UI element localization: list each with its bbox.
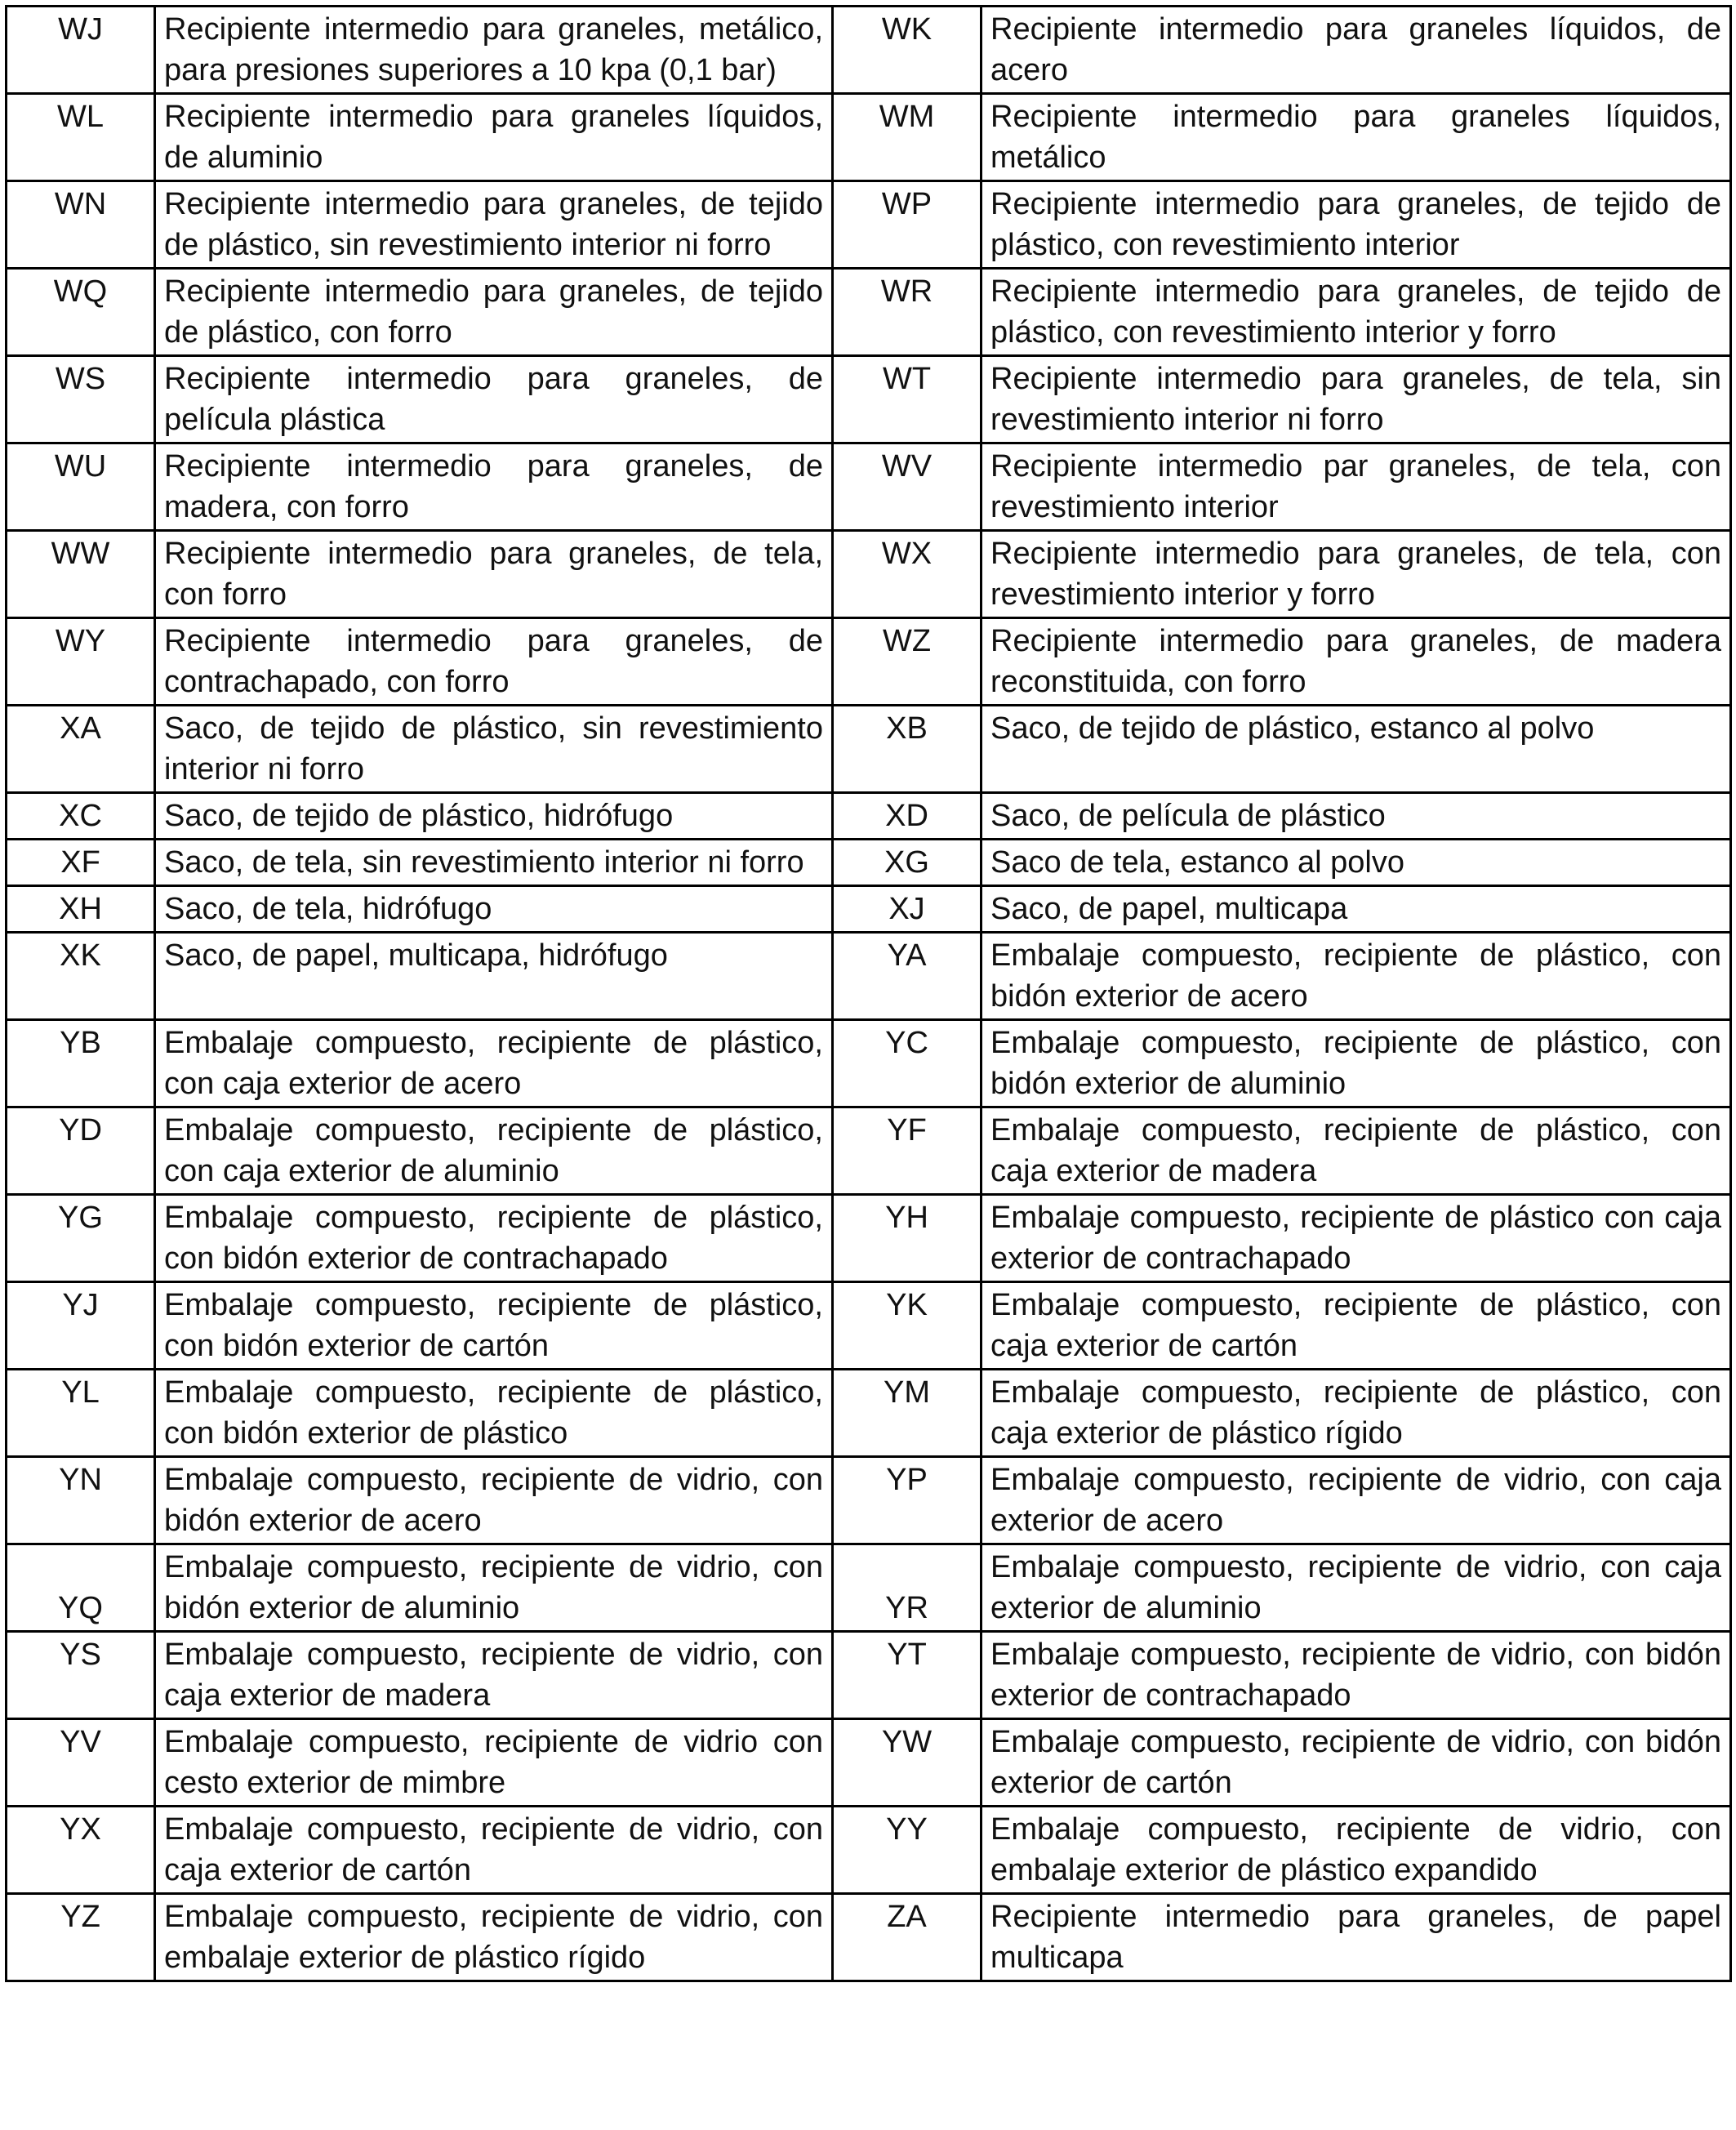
left-code-cell: YV: [7, 1719, 155, 1807]
packaging-codes-table: [5, 5, 1732, 1982]
right-description-cell: Embalaje compuesto, recipiente de vidrio, con embalaje exterior de plástico expandido: [982, 1807, 1731, 1894]
left-description-cell: Recipiente intermedio para graneles, de tela, con forro: [155, 531, 833, 618]
left-description-cell: Embalaje compuesto, recipiente de vidrio con cesto exterior de mimbre: [155, 1719, 833, 1807]
table-row: [7, 443, 1731, 531]
table-row: [7, 531, 1731, 618]
table-row: [7, 1195, 1731, 1282]
left-code-cell: WN: [7, 181, 155, 269]
packaging-codes-body: [7, 7, 1731, 1981]
table-row: [7, 1807, 1731, 1894]
right-code-cell: YP: [833, 1457, 982, 1544]
left-description-cell: Embalaje compuesto, recipiente de vidrio, con embalaje exterior de plástico rígido: [155, 1894, 833, 1981]
left-code-cell: YX: [7, 1807, 155, 1894]
right-description-cell: Embalaje compuesto, recipiente de vidrio, con bidón exterior de contrachapado: [982, 1632, 1731, 1719]
right-description-cell: Saco, de tejido de plástico, estanco al polvo: [982, 706, 1731, 793]
right-code-cell: YR: [833, 1544, 982, 1632]
right-code-cell: XD: [833, 793, 982, 840]
right-description-cell: Embalaje compuesto, recipiente de plástico, con bidón exterior de acero: [982, 933, 1731, 1020]
left-description-cell: Embalaje compuesto, recipiente de vidrio, con bidón exterior de aluminio: [155, 1544, 833, 1632]
left-code-cell: WY: [7, 618, 155, 706]
right-description-cell: Embalaje compuesto, recipiente de plástico, con caja exterior de cartón: [982, 1282, 1731, 1370]
table-row: [7, 1894, 1731, 1981]
left-code-cell: YD: [7, 1107, 155, 1195]
table-row: [7, 356, 1731, 443]
right-code-cell: WV: [833, 443, 982, 531]
table-row: [7, 1020, 1731, 1107]
left-code-cell: WS: [7, 356, 155, 443]
right-description-cell: Saco de tela, estanco al polvo: [982, 840, 1731, 886]
left-description-cell: Recipiente intermedio para graneles, de película plástica: [155, 356, 833, 443]
table-row: [7, 1107, 1731, 1195]
left-description-cell: Recipiente intermedio para graneles, de tejido de plástico, con forro: [155, 269, 833, 356]
right-code-cell: WP: [833, 181, 982, 269]
right-description-cell: Embalaje compuesto, recipiente de plástico, con caja exterior de madera: [982, 1107, 1731, 1195]
right-code-cell: YW: [833, 1719, 982, 1807]
left-code-cell: WW: [7, 531, 155, 618]
left-description-cell: Saco, de tela, hidrófugo: [155, 886, 833, 933]
left-description-cell: Recipiente intermedio para graneles líquidos, de aluminio: [155, 94, 833, 181]
left-description-cell: Embalaje compuesto, recipiente de vidrio, con caja exterior de cartón: [155, 1807, 833, 1894]
right-description-cell: Recipiente intermedio para graneles, de tela, con revestimiento interior y forro: [982, 531, 1731, 618]
left-description-cell: Embalaje compuesto, recipiente de plástico, con caja exterior de acero: [155, 1020, 833, 1107]
right-description-cell: Embalaje compuesto, recipiente de plástico, con bidón exterior de aluminio: [982, 1020, 1731, 1107]
left-description-cell: Saco, de tela, sin revestimiento interior ni forro: [155, 840, 833, 886]
right-description-cell: Embalaje compuesto, recipiente de plástico con caja exterior de contrachapado: [982, 1195, 1731, 1282]
left-description-cell: Embalaje compuesto, recipiente de plástico, con caja exterior de aluminio: [155, 1107, 833, 1195]
left-code-cell: WJ: [7, 7, 155, 94]
left-code-cell: YL: [7, 1370, 155, 1457]
left-description-cell: Recipiente intermedio para graneles, de contrachapado, con forro: [155, 618, 833, 706]
right-description-cell: Recipiente intermedio para graneles, de tejido de plástico, con revestimiento interior: [982, 181, 1731, 269]
table-row: [7, 933, 1731, 1020]
right-code-cell: YK: [833, 1282, 982, 1370]
left-description-cell: Recipiente intermedio para graneles, de madera, con forro: [155, 443, 833, 531]
left-code-cell: XA: [7, 706, 155, 793]
left-description-cell: Saco, de papel, multicapa, hidrófugo: [155, 933, 833, 1020]
table-row: [7, 1632, 1731, 1719]
right-description-cell: Recipiente intermedio par graneles, de tela, con revestimiento interior: [982, 443, 1731, 531]
left-code-cell: YJ: [7, 1282, 155, 1370]
right-description-cell: Recipiente intermedio para graneles líquidos, metálico: [982, 94, 1731, 181]
table-row: [7, 618, 1731, 706]
right-code-cell: YA: [833, 933, 982, 1020]
table-row: [7, 1544, 1731, 1632]
left-description-cell: Embalaje compuesto, recipiente de plástico, con bidón exterior de plástico: [155, 1370, 833, 1457]
left-description-cell: Embalaje compuesto, recipiente de plástico, con bidón exterior de cartón: [155, 1282, 833, 1370]
right-code-cell: XJ: [833, 886, 982, 933]
table-row: [7, 181, 1731, 269]
table-row: [7, 269, 1731, 356]
table-row: [7, 886, 1731, 933]
table-row: [7, 793, 1731, 840]
table-row: [7, 1282, 1731, 1370]
table-row: [7, 94, 1731, 181]
right-description-cell: Embalaje compuesto, recipiente de vidrio, con caja exterior de aluminio: [982, 1544, 1731, 1632]
table-row: [7, 706, 1731, 793]
right-code-cell: WM: [833, 94, 982, 181]
left-description-cell: Embalaje compuesto, recipiente de plástico, con bidón exterior de contrachapado: [155, 1195, 833, 1282]
right-code-cell: ZA: [833, 1894, 982, 1981]
left-description-cell: Embalaje compuesto, recipiente de vidrio, con caja exterior de madera: [155, 1632, 833, 1719]
right-code-cell: YY: [833, 1807, 982, 1894]
right-code-cell: WZ: [833, 618, 982, 706]
left-code-cell: YN: [7, 1457, 155, 1544]
left-description-cell: Saco, de tejido de plástico, hidrófugo: [155, 793, 833, 840]
right-code-cell: WT: [833, 356, 982, 443]
left-code-cell: WU: [7, 443, 155, 531]
right-code-cell: WK: [833, 7, 982, 94]
left-code-cell: YS: [7, 1632, 155, 1719]
left-code-cell: YQ: [7, 1544, 155, 1632]
right-code-cell: XG: [833, 840, 982, 886]
left-code-cell: YZ: [7, 1894, 155, 1981]
right-description-cell: Embalaje compuesto, recipiente de vidrio, con caja exterior de acero: [982, 1457, 1731, 1544]
right-code-cell: YT: [833, 1632, 982, 1719]
right-description-cell: Recipiente intermedio para graneles, de tela, sin revestimiento interior ni forro: [982, 356, 1731, 443]
left-description-cell: Saco, de tejido de plástico, sin revestimiento interior ni forro: [155, 706, 833, 793]
right-code-cell: WX: [833, 531, 982, 618]
right-description-cell: Recipiente intermedio para graneles, de tejido de plástico, con revestimiento interior y forro: [982, 269, 1731, 356]
table-row: [7, 7, 1731, 94]
table-row: [7, 840, 1731, 886]
right-code-cell: YH: [833, 1195, 982, 1282]
left-code-cell: XK: [7, 933, 155, 1020]
left-code-cell: XH: [7, 886, 155, 933]
right-code-cell: XB: [833, 706, 982, 793]
left-code-cell: XF: [7, 840, 155, 886]
left-code-cell: WQ: [7, 269, 155, 356]
right-description-cell: Recipiente intermedio para graneles líquidos, de acero: [982, 7, 1731, 94]
right-code-cell: YC: [833, 1020, 982, 1107]
right-code-cell: WR: [833, 269, 982, 356]
right-code-cell: YF: [833, 1107, 982, 1195]
table-row: [7, 1457, 1731, 1544]
right-code-cell: YM: [833, 1370, 982, 1457]
left-description-cell: Recipiente intermedio para graneles, metálico, para presiones superiores a 10 kpa (0,1 bar): [155, 7, 833, 94]
left-code-cell: YB: [7, 1020, 155, 1107]
right-description-cell: Saco, de película de plástico: [982, 793, 1731, 840]
table-row: [7, 1719, 1731, 1807]
right-description-cell: Embalaje compuesto, recipiente de plástico, con caja exterior de plástico rígido: [982, 1370, 1731, 1457]
left-description-cell: Embalaje compuesto, recipiente de vidrio, con bidón exterior de acero: [155, 1457, 833, 1544]
right-description-cell: Recipiente intermedio para graneles, de papel multicapa: [982, 1894, 1731, 1981]
table-row: [7, 1370, 1731, 1457]
left-code-cell: YG: [7, 1195, 155, 1282]
left-code-cell: XC: [7, 793, 155, 840]
right-description-cell: Recipiente intermedio para graneles, de madera reconstituida, con forro: [982, 618, 1731, 706]
right-description-cell: Embalaje compuesto, recipiente de vidrio, con bidón exterior de cartón: [982, 1719, 1731, 1807]
left-code-cell: WL: [7, 94, 155, 181]
right-description-cell: Saco, de papel, multicapa: [982, 886, 1731, 933]
left-description-cell: Recipiente intermedio para graneles, de tejido de plástico, sin revestimiento interior ni forro: [155, 181, 833, 269]
